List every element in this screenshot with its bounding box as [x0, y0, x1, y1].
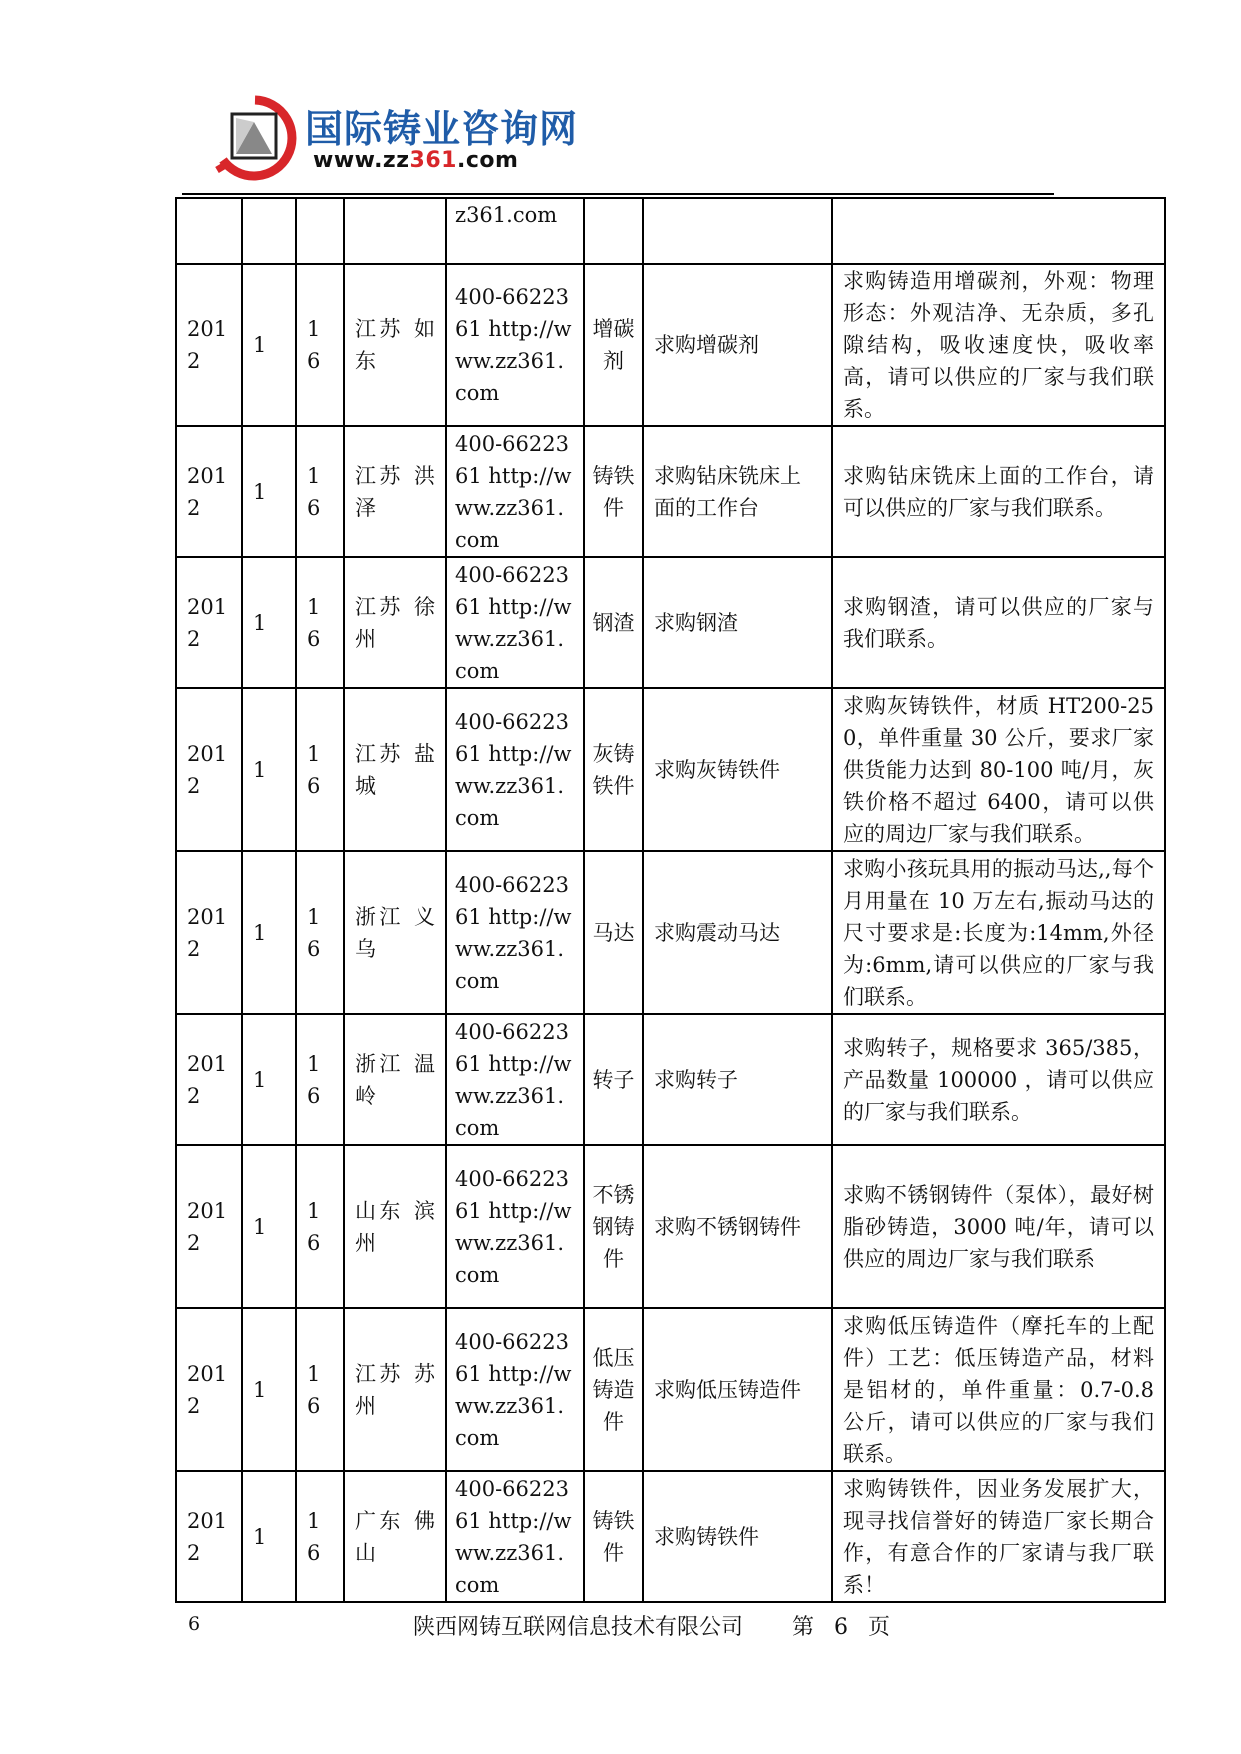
- contact-cell: 400-6622361 http://www.zz361.com: [446, 1471, 584, 1602]
- contact-cell: 400-6622361 http://www.zz361.com: [446, 264, 584, 426]
- day-cell: 16: [296, 1471, 344, 1602]
- table-row: [176, 1014, 1165, 1145]
- category-cell: 转子: [584, 1014, 643, 1145]
- category-cell: 不锈钢铸件: [584, 1145, 643, 1308]
- page-suffix: 页: [868, 1615, 891, 1640]
- contact-cell: z361.com: [446, 198, 584, 264]
- month-cell: 1: [242, 264, 296, 426]
- location-cell: 江苏 洪泽: [344, 426, 446, 557]
- table-row: [176, 688, 1165, 851]
- page-current: 6: [834, 1615, 849, 1640]
- title-cell: 求购钻床铣床上面的工作台: [643, 426, 832, 557]
- category-cell: 低压铸造件: [584, 1308, 643, 1471]
- title-cell: 求购转子: [643, 1014, 832, 1145]
- day-cell: 16: [296, 264, 344, 426]
- month-cell: 1: [242, 557, 296, 688]
- day-cell: 16: [296, 1014, 344, 1145]
- day-cell: 16: [296, 851, 344, 1014]
- month-cell: 1: [242, 851, 296, 1014]
- contact-cell: 400-6622361 http://www.zz361.com: [446, 426, 584, 557]
- year-cell: 2012: [176, 426, 242, 557]
- detail-cell: 求购灰铸铁件，材质 HT200-250，单件重量 30 公斤，要求厂家供货能力达到 80-100 吨/月，灰铁价格不超过 6400，请可以供应的周边厂家与我们联系。: [832, 688, 1165, 851]
- logo-url: www.zz361.com: [313, 148, 519, 173]
- day-cell: [296, 198, 344, 264]
- title-cell: 求购钢渣: [643, 557, 832, 688]
- location-cell: 浙江 义乌: [344, 851, 446, 1014]
- day-cell: 16: [296, 688, 344, 851]
- title-cell: [643, 198, 832, 264]
- location-cell: 江苏 如东: [344, 264, 446, 426]
- day-cell: 16: [296, 426, 344, 557]
- detail-cell: 求购转子，规格要求 365/385，产品数量 100000 ，请可以供应的厂家与我们联系。: [832, 1014, 1165, 1145]
- year-cell: 2012: [176, 1471, 242, 1602]
- month-cell: [242, 198, 296, 264]
- year-cell: 2012: [176, 851, 242, 1014]
- table-row: [176, 198, 1165, 264]
- location-cell: 广东 佛山: [344, 1471, 446, 1602]
- category-cell: 钢渣: [584, 557, 643, 688]
- footer-page-number: 6: [188, 1613, 201, 1635]
- contact-cell: 400-6622361 http://www.zz361.com: [446, 1308, 584, 1471]
- category-cell: 铸铁件: [584, 426, 643, 557]
- day-cell: 16: [296, 1145, 344, 1308]
- contact-cell: 400-6622361 http://www.zz361.com: [446, 851, 584, 1014]
- category-cell: 铸铁件: [584, 1471, 643, 1602]
- category-cell: 马达: [584, 851, 643, 1014]
- contact-cell: 400-6622361 http://www.zz361.com: [446, 1145, 584, 1308]
- year-cell: 2012: [176, 688, 242, 851]
- detail-cell: 求购小孩玩具用的振动马达,,每个月用量在 10 万左右,振动马达的尺寸要求是:长度为:14mm,外径为:6mm,请可以供应的厂家与我们联系。: [832, 851, 1165, 1014]
- table-row: [176, 851, 1165, 1014]
- table-row: [176, 1308, 1165, 1471]
- year-cell: 2012: [176, 264, 242, 426]
- contact-cell: 400-6622361 http://www.zz361.com: [446, 1014, 584, 1145]
- table-row: [176, 1471, 1165, 1602]
- location-cell: 山东 滨州: [344, 1145, 446, 1308]
- category-cell: [584, 198, 643, 264]
- month-cell: 1: [242, 426, 296, 557]
- year-cell: 2012: [176, 1145, 242, 1308]
- contact-cell: 400-6622361 http://www.zz361.com: [446, 557, 584, 688]
- detail-cell: 求购钻床铣床上面的工作台，请可以供应的厂家与我们联系。: [832, 426, 1165, 557]
- year-cell: 2012: [176, 1014, 242, 1145]
- detail-cell: [832, 198, 1165, 264]
- category-cell: 增碳剂: [584, 264, 643, 426]
- site-logo: [205, 92, 625, 182]
- location-cell: [344, 198, 446, 264]
- year-cell: 2012: [176, 557, 242, 688]
- page-prefix: 第: [792, 1615, 815, 1640]
- month-cell: 1: [242, 1308, 296, 1471]
- detail-cell: 求购铸铁件，因业务发展扩大，现寻找信誉好的铸造厂家长期合作，有意合作的厂家请与我厂联系！: [832, 1471, 1165, 1602]
- title-cell: 求购铸铁件: [643, 1471, 832, 1602]
- title-cell: 求购不锈钢铸件: [643, 1145, 832, 1308]
- purchase-table: [175, 197, 1166, 1603]
- title-cell: 求购震动马达: [643, 851, 832, 1014]
- title-cell: 求购灰铸铁件: [643, 688, 832, 851]
- footer-company: 陕西网铸互联网信息技术有限公司: [413, 1615, 744, 1640]
- detail-cell: 求购钢渣，请可以供应的厂家与我们联系。: [832, 557, 1165, 688]
- title-cell: 求购低压铸造件: [643, 1308, 832, 1471]
- year-cell: 2012: [176, 1308, 242, 1471]
- month-cell: 1: [242, 1014, 296, 1145]
- table-row: [176, 426, 1165, 557]
- contact-cell: 400-6622361 http://www.zz361.com: [446, 688, 584, 851]
- category-cell: 灰铸铁件: [584, 688, 643, 851]
- location-cell: 江苏 盐城: [344, 688, 446, 851]
- month-cell: 1: [242, 1145, 296, 1308]
- detail-cell: 求购铸造用增碳剂，外观：物理形态：外观洁净、无杂质，多孔隙结构，吸收速度快，吸收率高，请可以供应的厂家与我们联系。: [832, 264, 1165, 426]
- month-cell: 1: [242, 1471, 296, 1602]
- location-cell: 浙江 温岭: [344, 1014, 446, 1145]
- day-cell: 16: [296, 557, 344, 688]
- location-cell: 江苏 苏州: [344, 1308, 446, 1471]
- logo-title: 国际铸业咨询网: [305, 107, 579, 151]
- table-row: [176, 557, 1165, 688]
- footer-page-label: [782, 1610, 900, 1641]
- detail-cell: 求购不锈钢铸件（泵体），最好树脂砂铸造，3000 吨/年，请可以供应的周边厂家与我们联系: [832, 1145, 1165, 1308]
- table-row: [176, 264, 1165, 426]
- title-cell: 求购增碳剂: [643, 264, 832, 426]
- year-cell: [176, 198, 242, 264]
- day-cell: 16: [296, 1308, 344, 1471]
- table-row: [176, 1145, 1165, 1308]
- header-rule: [182, 193, 1054, 195]
- month-cell: 1: [242, 688, 296, 851]
- logo-emblem-icon: [205, 92, 305, 182]
- location-cell: 江苏 徐州: [344, 557, 446, 688]
- detail-cell: 求购低压铸造件（摩托车的上配件）工艺：低压铸造产品，材料是铝材的，单件重量：0.7-0.8 公斤，请可以供应的厂家与我们联系。: [832, 1308, 1165, 1471]
